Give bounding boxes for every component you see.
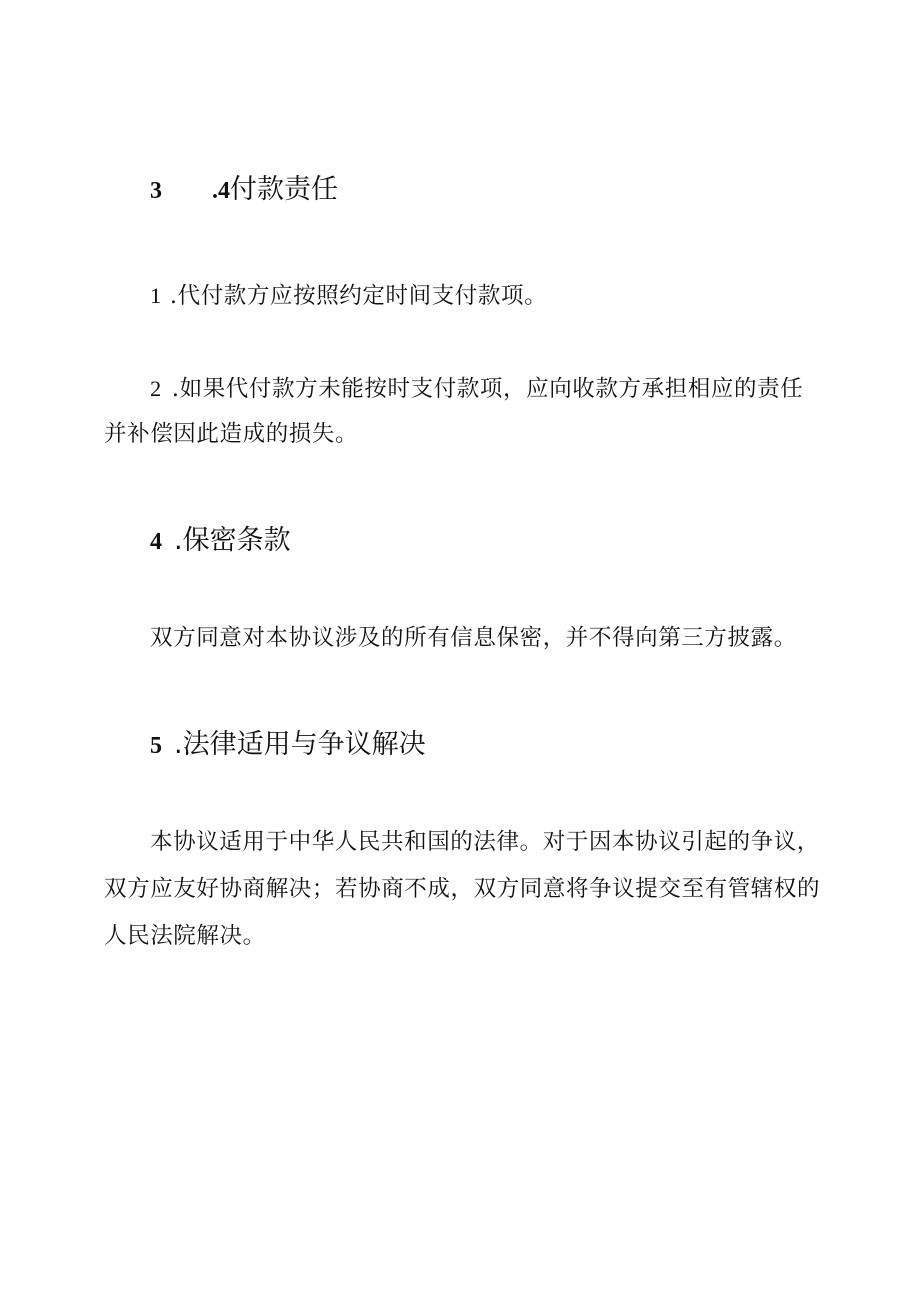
list-item-1: [150, 276, 547, 316]
heading-number: 4: [150, 529, 162, 555]
item-text-continued: 并补偿因此造成的损失。: [104, 421, 359, 447]
section-heading-5: [150, 729, 426, 762]
paragraph-text: 双方同意对本协议涉及的所有信息保密，并不得向第三方披露。: [150, 625, 797, 651]
item-number: 1: [150, 283, 162, 308]
list-item-2-line-2: [104, 414, 358, 454]
paragraph-law-line-2: [104, 869, 820, 909]
item-number: 2: [150, 376, 162, 401]
paragraph-text: 人民法院解决。: [104, 923, 266, 949]
heading-title: .法律适用与争议解决: [174, 729, 426, 760]
item-text: .如果代付款方未能按时支付款项，应向收款方承担相应的责任: [171, 376, 804, 402]
section-heading-4: [150, 525, 291, 558]
paragraph-text: 本协议适用于中华人民共和国的法律。对于因本协议引起的争议，: [150, 829, 820, 855]
list-item-2-line-1: [150, 369, 803, 409]
heading-title: .保密条款: [174, 525, 291, 556]
paragraph-confidentiality: [150, 618, 797, 658]
heading-number: 3: [150, 178, 162, 204]
heading-subnumber: .4: [212, 178, 230, 204]
paragraph-text: 双方应友好协商解决；若协商不成，双方同意将争议提交至有管辖权的: [104, 876, 821, 902]
heading-number: 5: [150, 733, 162, 759]
section-heading-3-4: [150, 174, 338, 207]
paragraph-law-line-3: [104, 916, 266, 956]
heading-title: 付款责任: [230, 174, 338, 205]
item-text: .代付款方应按照约定时间支付款项。: [169, 283, 548, 309]
paragraph-law-line-1: [150, 822, 820, 862]
